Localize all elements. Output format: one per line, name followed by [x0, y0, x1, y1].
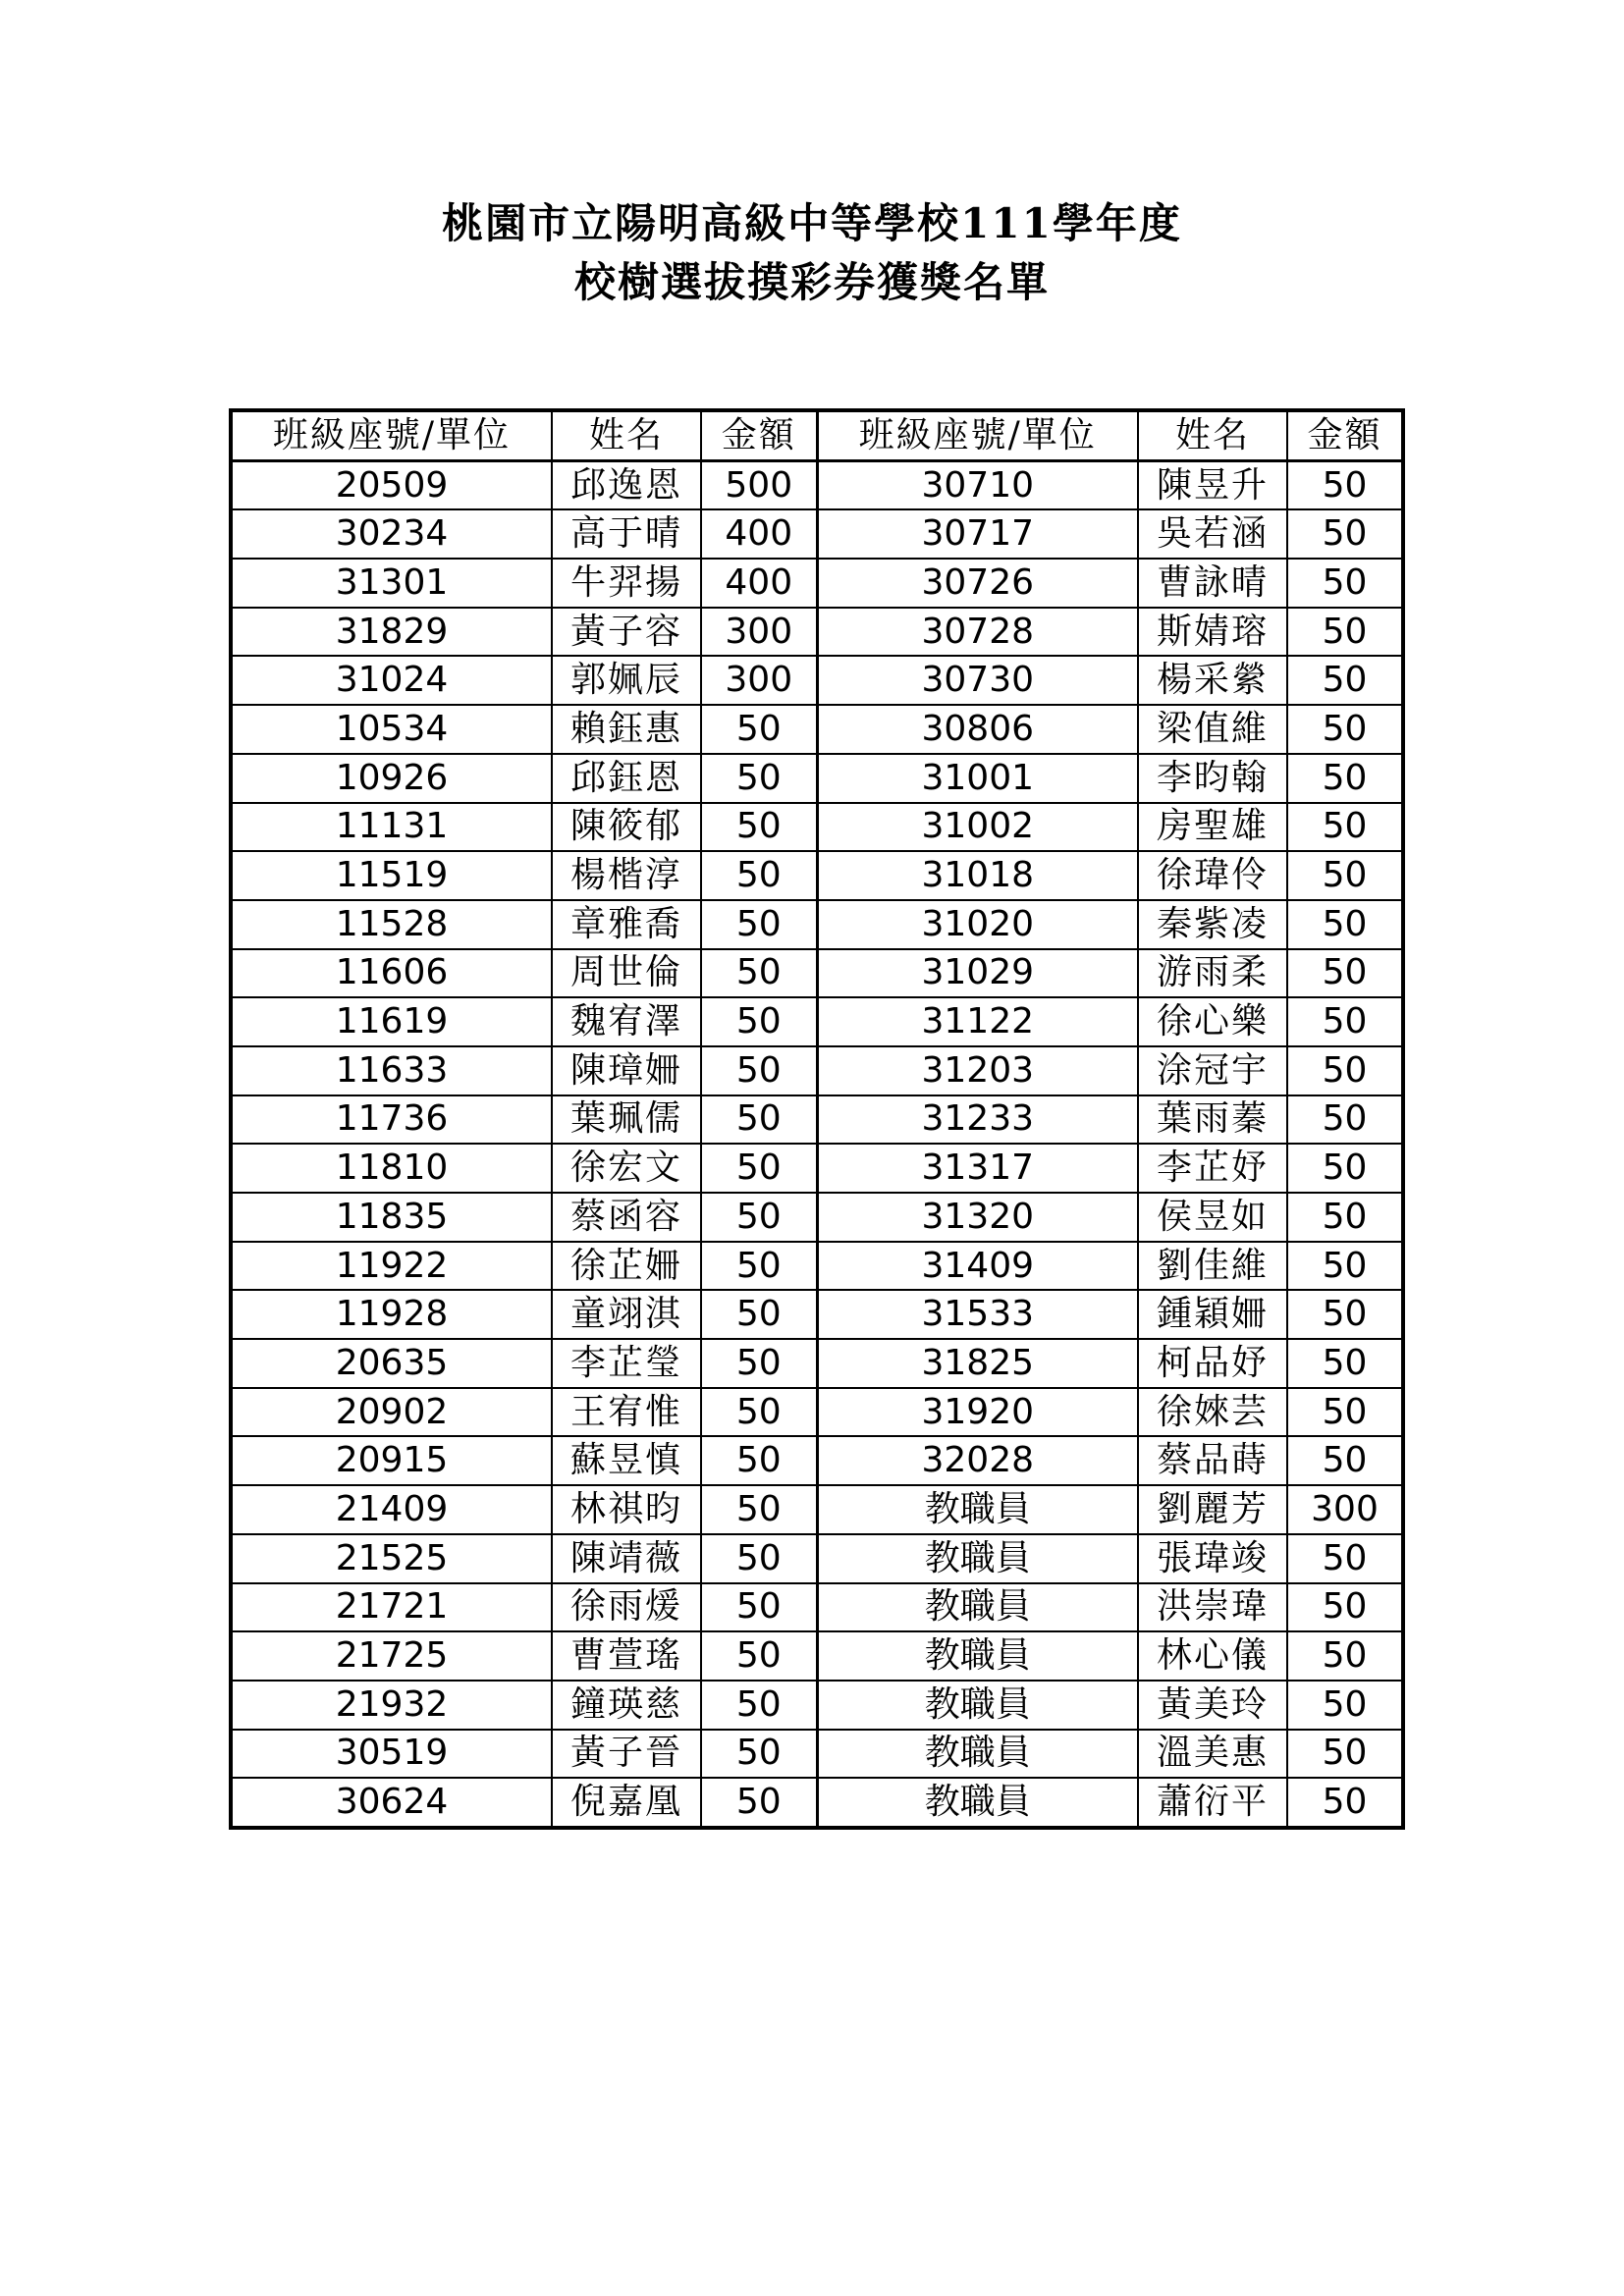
cell-name-left: 徐芷姍	[552, 1242, 701, 1291]
cell-name-right: 劉麗芳	[1138, 1485, 1287, 1534]
cell-class-seat-left: 11810	[231, 1144, 552, 1193]
cell-class-seat-right: 31203	[817, 1046, 1138, 1095]
cell-amount-right: 50	[1287, 1631, 1403, 1681]
cell-amount-right: 300	[1287, 1485, 1403, 1534]
cell-amount-right: 50	[1287, 949, 1403, 998]
cell-class-seat-left: 20915	[231, 1436, 552, 1485]
cell-amount-right: 50	[1287, 460, 1403, 509]
header-class-seat-right: 班級座號/單位	[817, 410, 1138, 460]
cell-name-right: 斯婧瑢	[1138, 608, 1287, 657]
cell-class-seat-left: 11928	[231, 1290, 552, 1339]
cell-name-left: 牛羿揚	[552, 559, 701, 608]
table-row	[231, 1583, 1403, 1632]
cell-name-right: 蕭衍平	[1138, 1778, 1287, 1828]
cell-amount-right: 50	[1287, 900, 1403, 949]
cell-name-left: 高于晴	[552, 509, 701, 559]
cell-class-seat-left: 30624	[231, 1778, 552, 1828]
table-row	[231, 1485, 1403, 1534]
cell-amount-right: 50	[1287, 1193, 1403, 1242]
cell-class-seat-right: 31409	[817, 1242, 1138, 1291]
cell-class-seat-right: 31320	[817, 1193, 1138, 1242]
cell-name-left: 郭姵辰	[552, 656, 701, 705]
cell-class-seat-right: 30726	[817, 559, 1138, 608]
cell-class-seat-right: 31001	[817, 754, 1138, 803]
table-row	[231, 608, 1403, 657]
cell-class-seat-right: 32028	[817, 1436, 1138, 1485]
cell-name-left: 曹萱瑤	[552, 1631, 701, 1681]
table-row	[231, 1046, 1403, 1095]
cell-name-right: 李昀翰	[1138, 754, 1287, 803]
cell-name-right: 劉佳維	[1138, 1242, 1287, 1291]
cell-class-seat-left: 30234	[231, 509, 552, 559]
cell-amount-left: 50	[701, 1583, 817, 1632]
table-row	[231, 1534, 1403, 1583]
cell-name-right: 房聖雄	[1138, 803, 1287, 852]
cell-name-left: 李芷瑩	[552, 1339, 701, 1388]
table-row	[231, 1095, 1403, 1145]
cell-name-left: 蔡函容	[552, 1193, 701, 1242]
table-row	[231, 851, 1403, 900]
cell-amount-right: 50	[1287, 1046, 1403, 1095]
cell-class-seat-left: 21409	[231, 1485, 552, 1534]
header-amount-left: 金額	[701, 410, 817, 460]
cell-class-seat-right: 30717	[817, 509, 1138, 559]
cell-amount-right: 50	[1287, 754, 1403, 803]
table-row	[231, 997, 1403, 1046]
cell-amount-left: 50	[701, 900, 817, 949]
title-line-2: 校樹選拔摸彩券獲獎名單	[573, 258, 1050, 306]
cell-class-seat-left: 20509	[231, 460, 552, 509]
table-row	[231, 1631, 1403, 1681]
cell-amount-right: 50	[1287, 1534, 1403, 1583]
cell-amount-right: 50	[1287, 1095, 1403, 1145]
cell-class-seat-left: 11619	[231, 997, 552, 1046]
cell-class-seat-left: 20635	[231, 1339, 552, 1388]
header-name-right: 姓名	[1138, 410, 1287, 460]
cell-amount-left: 400	[701, 559, 817, 608]
cell-class-seat-right: 30728	[817, 608, 1138, 657]
cell-name-left: 章雅喬	[552, 900, 701, 949]
cell-class-seat-right: 31920	[817, 1388, 1138, 1437]
cell-name-left: 林祺昀	[552, 1485, 701, 1534]
cell-amount-left: 50	[701, 1436, 817, 1485]
table-row	[231, 1778, 1403, 1828]
cell-class-seat-right: 31018	[817, 851, 1138, 900]
table-row	[231, 803, 1403, 852]
cell-class-seat-left: 31024	[231, 656, 552, 705]
cell-amount-right: 50	[1287, 1681, 1403, 1730]
cell-class-seat-left: 11528	[231, 900, 552, 949]
cell-class-seat-right: 31020	[817, 900, 1138, 949]
table-row	[231, 1730, 1403, 1779]
header-amount-right: 金額	[1287, 410, 1403, 460]
cell-name-left: 葉珮儒	[552, 1095, 701, 1145]
cell-name-left: 徐宏文	[552, 1144, 701, 1193]
header-name-left: 姓名	[552, 410, 701, 460]
winners-table	[229, 408, 1405, 1830]
cell-amount-left: 50	[701, 1144, 817, 1193]
cell-class-seat-right: 教職員	[817, 1583, 1138, 1632]
cell-class-seat-right: 31825	[817, 1339, 1138, 1388]
cell-amount-left: 50	[701, 1730, 817, 1779]
cell-amount-right: 50	[1287, 997, 1403, 1046]
cell-amount-left: 400	[701, 509, 817, 559]
cell-class-seat-left: 31301	[231, 559, 552, 608]
cell-class-seat-left: 21932	[231, 1681, 552, 1730]
cell-amount-right: 50	[1287, 656, 1403, 705]
cell-name-right: 林心儀	[1138, 1631, 1287, 1681]
cell-name-right: 侯昱如	[1138, 1193, 1287, 1242]
table-body	[231, 460, 1403, 1828]
table-row	[231, 1242, 1403, 1291]
cell-class-seat-right: 教職員	[817, 1681, 1138, 1730]
cell-class-seat-right: 30806	[817, 705, 1138, 754]
cell-amount-right: 50	[1287, 559, 1403, 608]
table-row	[231, 1290, 1403, 1339]
cell-name-left: 陳璋姍	[552, 1046, 701, 1095]
cell-class-seat-left: 21525	[231, 1534, 552, 1583]
cell-name-right: 游雨柔	[1138, 949, 1287, 998]
cell-class-seat-right: 31029	[817, 949, 1138, 998]
table-row	[231, 1436, 1403, 1485]
cell-amount-right: 50	[1287, 803, 1403, 852]
cell-amount-right: 50	[1287, 1290, 1403, 1339]
cell-amount-right: 50	[1287, 1778, 1403, 1828]
cell-amount-left: 50	[701, 1242, 817, 1291]
cell-class-seat-left: 11835	[231, 1193, 552, 1242]
cell-amount-right: 50	[1287, 608, 1403, 657]
cell-name-right: 李芷妤	[1138, 1144, 1287, 1193]
cell-amount-left: 300	[701, 608, 817, 657]
cell-name-right: 徐婡芸	[1138, 1388, 1287, 1437]
table-row	[231, 509, 1403, 559]
cell-name-left: 楊楷淳	[552, 851, 701, 900]
cell-name-left: 鐘瑛慈	[552, 1681, 701, 1730]
cell-amount-right: 50	[1287, 1583, 1403, 1632]
cell-name-right: 溫美惠	[1138, 1730, 1287, 1779]
cell-amount-left: 50	[701, 997, 817, 1046]
cell-name-left: 邱鈺恩	[552, 754, 701, 803]
cell-name-right: 蔡品蒔	[1138, 1436, 1287, 1485]
table-row	[231, 1681, 1403, 1730]
cell-amount-left: 50	[701, 754, 817, 803]
table-row	[231, 559, 1403, 608]
cell-name-right: 徐心樂	[1138, 997, 1287, 1046]
cell-class-seat-right: 31317	[817, 1144, 1138, 1193]
cell-amount-left: 50	[701, 1095, 817, 1145]
cell-class-seat-left: 11736	[231, 1095, 552, 1145]
cell-amount-left: 50	[701, 1778, 817, 1828]
cell-name-left: 黃子容	[552, 608, 701, 657]
cell-name-right: 徐瑋伶	[1138, 851, 1287, 900]
cell-name-right: 柯品妤	[1138, 1339, 1287, 1388]
cell-name-right: 鍾穎姍	[1138, 1290, 1287, 1339]
cell-amount-left: 50	[701, 1631, 817, 1681]
cell-class-seat-right: 30710	[817, 460, 1138, 509]
table-row	[231, 1193, 1403, 1242]
table-row	[231, 460, 1403, 509]
cell-name-right: 黃美玲	[1138, 1681, 1287, 1730]
cell-class-seat-left: 11922	[231, 1242, 552, 1291]
cell-name-right: 陳昱升	[1138, 460, 1287, 509]
cell-name-right: 秦紫凌	[1138, 900, 1287, 949]
cell-class-seat-left: 11633	[231, 1046, 552, 1095]
cell-amount-right: 50	[1287, 1436, 1403, 1485]
cell-name-left: 黃子晉	[552, 1730, 701, 1779]
table-row	[231, 705, 1403, 754]
cell-name-left: 魏宥澤	[552, 997, 701, 1046]
cell-amount-left: 50	[701, 1534, 817, 1583]
cell-amount-left: 50	[701, 1388, 817, 1437]
header-class-seat-left: 班級座號/單位	[231, 410, 552, 460]
cell-class-seat-right: 教職員	[817, 1631, 1138, 1681]
cell-class-seat-right: 31533	[817, 1290, 1138, 1339]
cell-amount-left: 50	[701, 949, 817, 998]
cell-name-left: 陳筱郁	[552, 803, 701, 852]
cell-class-seat-right: 教職員	[817, 1534, 1138, 1583]
cell-class-seat-right: 教職員	[817, 1485, 1138, 1534]
cell-name-right: 張瑋竣	[1138, 1534, 1287, 1583]
table-row	[231, 754, 1403, 803]
cell-amount-right: 50	[1287, 509, 1403, 559]
cell-amount-left: 50	[701, 1339, 817, 1388]
cell-class-seat-right: 教職員	[817, 1778, 1138, 1828]
cell-class-seat-right: 31002	[817, 803, 1138, 852]
cell-amount-right: 50	[1287, 1388, 1403, 1437]
cell-amount-left: 500	[701, 460, 817, 509]
cell-name-left: 陳靖薇	[552, 1534, 701, 1583]
cell-name-right: 洪崇瑋	[1138, 1583, 1287, 1632]
cell-amount-right: 50	[1287, 1730, 1403, 1779]
cell-name-left: 賴鈺惠	[552, 705, 701, 754]
cell-amount-left: 50	[701, 1290, 817, 1339]
winners-table-container	[229, 408, 1402, 1830]
cell-class-seat-left: 31829	[231, 608, 552, 657]
cell-amount-right: 50	[1287, 851, 1403, 900]
cell-amount-right: 50	[1287, 705, 1403, 754]
page-title	[0, 194, 1624, 312]
cell-class-seat-left: 21721	[231, 1583, 552, 1632]
cell-amount-left: 50	[701, 803, 817, 852]
cell-class-seat-left: 10926	[231, 754, 552, 803]
cell-class-seat-left: 11519	[231, 851, 552, 900]
cell-name-left: 童翊淇	[552, 1290, 701, 1339]
cell-name-right: 梁值維	[1138, 705, 1287, 754]
table-header-row	[231, 410, 1403, 460]
cell-amount-right: 50	[1287, 1144, 1403, 1193]
cell-class-seat-right: 31233	[817, 1095, 1138, 1145]
cell-class-seat-left: 10534	[231, 705, 552, 754]
cell-name-left: 蘇昱慎	[552, 1436, 701, 1485]
cell-name-right: 葉雨蓁	[1138, 1095, 1287, 1145]
cell-class-seat-left: 11131	[231, 803, 552, 852]
cell-name-left: 邱逸恩	[552, 460, 701, 509]
table-row	[231, 1388, 1403, 1437]
cell-name-right: 曹詠晴	[1138, 559, 1287, 608]
cell-class-seat-right: 30730	[817, 656, 1138, 705]
table-row	[231, 949, 1403, 998]
table-row	[231, 1339, 1403, 1388]
table-row	[231, 1144, 1403, 1193]
cell-amount-left: 50	[701, 851, 817, 900]
cell-class-seat-right: 31122	[817, 997, 1138, 1046]
cell-name-left: 王宥惟	[552, 1388, 701, 1437]
cell-class-seat-left: 11606	[231, 949, 552, 998]
table-row	[231, 656, 1403, 705]
cell-amount-left: 50	[701, 1046, 817, 1095]
cell-name-left: 周世倫	[552, 949, 701, 998]
cell-amount-left: 300	[701, 656, 817, 705]
cell-amount-left: 50	[701, 1193, 817, 1242]
cell-name-left: 倪嘉凰	[552, 1778, 701, 1828]
cell-name-right: 吳若涵	[1138, 509, 1287, 559]
cell-name-right: 涂冠宇	[1138, 1046, 1287, 1095]
cell-amount-right: 50	[1287, 1242, 1403, 1291]
cell-amount-left: 50	[701, 705, 817, 754]
cell-amount-right: 50	[1287, 1339, 1403, 1388]
cell-amount-left: 50	[701, 1681, 817, 1730]
cell-class-seat-left: 21725	[231, 1631, 552, 1681]
title-line-1: 桃園市立陽明高級中等學校111學年度	[442, 199, 1182, 247]
cell-name-left: 徐雨煖	[552, 1583, 701, 1632]
cell-class-seat-right: 教職員	[817, 1730, 1138, 1779]
cell-amount-left: 50	[701, 1485, 817, 1534]
table-row	[231, 900, 1403, 949]
cell-name-right: 楊采縈	[1138, 656, 1287, 705]
cell-class-seat-left: 30519	[231, 1730, 552, 1779]
cell-class-seat-left: 20902	[231, 1388, 552, 1437]
